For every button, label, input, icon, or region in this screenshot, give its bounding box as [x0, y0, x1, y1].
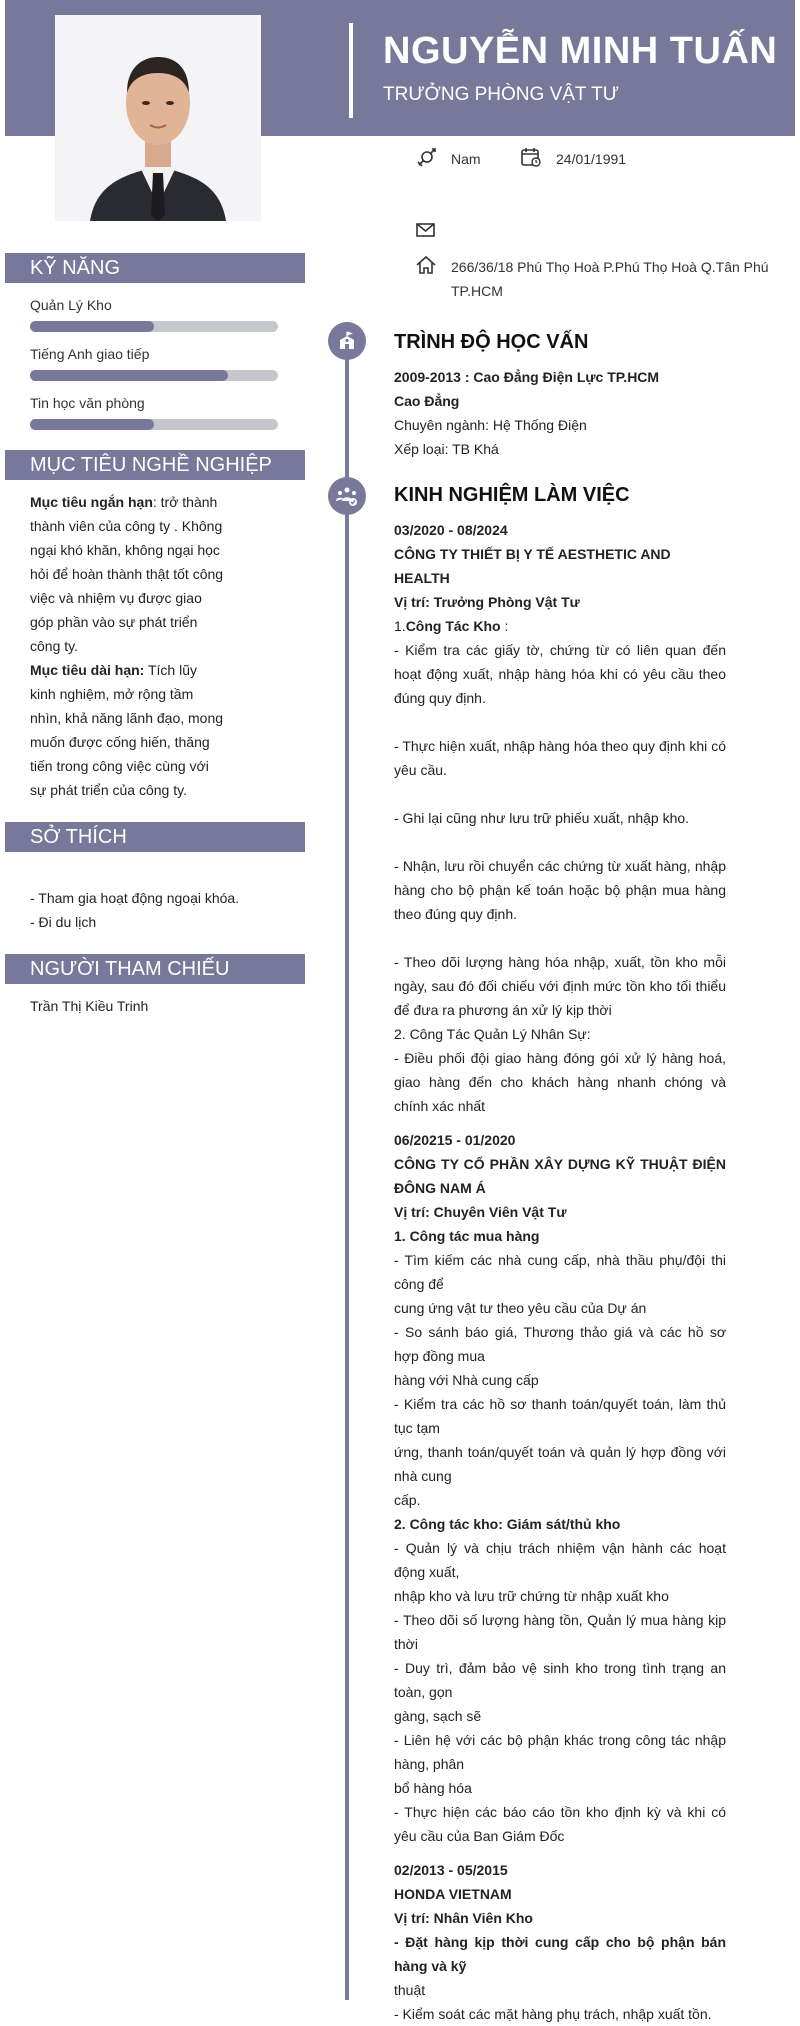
- school-icon: [328, 322, 366, 360]
- job-duty: - Theo dõi lượng hàng hóa nhập, xuất, tồn kho mỗi ngày, sau đó đối chiếu với định mức tồn kho tối thiểu để đưa ra phương án xử lý kịp thời: [394, 954, 726, 1018]
- education-period-school: 2009-2013 : Cao Đẳng Điện Lực TP.HCM: [394, 369, 660, 385]
- address-value: 266/36/18 Phú Thọ Hoà P.Phú Thọ Hoà Q.Tân Phú TP.HCM: [451, 259, 769, 299]
- job-duty: - Kiểm tra các hồ sơ thanh toán/quyết toán, làm thủ tục tạm: [394, 1396, 726, 1436]
- long-term-label: Mục tiêu dài hạn:: [30, 662, 145, 678]
- skill-item: [30, 297, 278, 332]
- skill-bar: [30, 419, 278, 430]
- reference-name: Trần Thị Kiều Trinh: [30, 998, 149, 1014]
- education-grade: Xếp loại: TB Khá: [394, 441, 499, 457]
- job-duty: gàng, sạch sẽ: [394, 1708, 482, 1724]
- job-duty: - Thực hiện các báo cáo tồn kho định kỳ và khi có yêu cầu của Ban Giám Đốc: [394, 1804, 726, 1844]
- person-name: NGUYỄN MINH TUẤN: [383, 30, 778, 72]
- job-duty: cung ứng vật tư theo yêu cầu của Dự án: [394, 1300, 647, 1316]
- skill-bar: [30, 321, 278, 332]
- job-duty: - Tìm kiếm các nhà cung cấp, nhà thầu phụ/đội thi công để: [394, 1252, 726, 1292]
- skill-item: [30, 346, 278, 381]
- job-duty: hàng với Nhà cung cấp: [394, 1372, 539, 1388]
- hobbies-heading: SỞ THÍCH: [5, 822, 305, 852]
- header-divider: [349, 23, 353, 118]
- job-period: 06/20215 - 01/2020: [394, 1132, 516, 1148]
- job-duty: - Duy trì, đảm bảo vệ sinh kho trong tình trạng an toàn, gọn: [394, 1660, 726, 1700]
- job-duty: - Kiểm tra các giấy tờ, chứng từ có liên quan đến hoạt động xuất, nhập hàng hóa khi có yêu cầu theo đúng quy định.: [394, 642, 726, 706]
- job-duty: - Quản lý và chịu trách nhiệm vận hành các hoạt động xuất,: [394, 1540, 726, 1580]
- short-term-label: Mục tiêu ngắn hạn: [30, 494, 153, 510]
- skill-bar: [30, 370, 278, 381]
- job-position: Vị trí: Nhân Viên Kho: [394, 1910, 533, 1926]
- job-task-heading: 2. Công Tác Quản Lý Nhân Sự:: [394, 1026, 591, 1042]
- job-duty: - Ghi lại cũng như lưu trữ phiếu xuất, nhập kho.: [394, 810, 690, 826]
- hobby-item: - Đi du lịch: [30, 914, 97, 930]
- gender-value: Nam: [451, 151, 481, 167]
- address-row: [415, 255, 770, 303]
- job-duty: thuật: [394, 1982, 426, 1998]
- job-period: 03/2020 - 08/2024: [394, 522, 508, 538]
- job-duty: ứng, thanh toán/quyết toán và quản lý hợp đồng với nhà cung: [394, 1444, 726, 1484]
- education-degree: Cao Đẳng: [394, 393, 460, 409]
- long-term-text: Tích lũy kinh nghiệm, mở rộng tầm nhìn, khả năng lãnh đạo, mong muốn được cống hiến, thăng tiến trong công việc cùng với sự phát triển của công ty.: [30, 662, 224, 798]
- job-task-heading: 1.Công Tác Kho :: [394, 618, 509, 634]
- job-task-heading: 1. Công tác mua hàng: [394, 1228, 540, 1244]
- job-duty: - Liên hệ với các bộ phận khác trong công tác nhập hàng, phân: [394, 1732, 726, 1772]
- job-duty: cấp.: [394, 1492, 421, 1508]
- objective-heading: MỤC TIÊU NGHỀ NGHIỆP: [5, 450, 305, 480]
- job-title: TRƯỞNG PHÒNG VẬT TƯ: [383, 84, 619, 105]
- job-duty: - Đặt hàng kịp thời cung cấp cho bộ phận bán hàng và kỹ: [394, 1934, 726, 1974]
- calendar-icon: [520, 147, 542, 167]
- email-icon: [415, 219, 437, 239]
- job-duty: - Theo dõi số lượng hàng tồn, Quản lý mua hàng kịp thời: [394, 1612, 726, 1652]
- education-details: [394, 365, 726, 461]
- job-duty: - Nhận, lưu rồi chuyển các chứng từ xuất hàng, nhập hàng cho bộ phận kế toán hoặc bộ phận mua hàng theo đúng quy định.: [394, 858, 726, 922]
- education-major: Chuyên ngành: Hệ Thống Điện: [394, 417, 587, 433]
- job-duty: nhập kho và lưu trữ chứng từ nhập xuất kho: [394, 1588, 669, 1604]
- experience-details: [394, 518, 726, 2026]
- gender-icon: [415, 147, 437, 167]
- hobbies-list: [30, 886, 270, 934]
- hobby-item: - Tham gia hoạt động ngoại khóa.: [30, 890, 240, 906]
- skill-name: Tiếng Anh giao tiếp: [30, 346, 150, 362]
- experience-heading: KINH NGHIỆM LÀM VIỆC: [394, 484, 630, 506]
- email-row: [415, 219, 451, 239]
- birthdate-row: [520, 147, 626, 171]
- short-term-text: : trở thành thành viên của công ty . Không ngại khó khăn, không ngại học hỏi để hoàn thành thật tốt công việc và nhiệm vụ được giao góp phần vào sự phát triển công ty.: [30, 494, 224, 654]
- birthdate-value: 24/01/1991: [556, 151, 627, 167]
- skills-heading: KỸ NĂNG: [5, 253, 305, 283]
- job-duty: bổ hàng hóa: [394, 1780, 472, 1796]
- job-duty: - Thực hiện xuất, nhập hàng hóa theo quy định khi có yêu cầu.: [394, 738, 726, 778]
- job-company: HONDA VIETNAM: [394, 1886, 512, 1902]
- profile-photo: [55, 15, 261, 221]
- team-experience-icon: [328, 477, 366, 515]
- job-company: CÔNG TY THIẾT BỊ Y TẾ AESTHETIC AND HEALTH: [394, 546, 671, 586]
- job-period: 02/2013 - 05/2015: [394, 1862, 508, 1878]
- job-position: Vị trí: Chuyên Viên Vật Tư: [394, 1204, 567, 1220]
- job-company: CÔNG TY CỔ PHẦN XÂY DỰNG KỸ THUẬT ĐIỆN ĐÔNG NAM Á: [394, 1156, 726, 1196]
- job-position: Vị trí: Trưởng Phòng Vật Tư: [394, 594, 580, 610]
- skill-name: Tin học văn phòng: [30, 395, 145, 411]
- education-heading: TRÌNH ĐỘ HỌC VẤN: [394, 331, 589, 353]
- skill-name: Quản Lý Kho: [30, 297, 112, 313]
- job-duty: - Điều phối đội giao hàng đóng gói xử lý hàng hoá, giao hàng đến cho khách hàng nhanh chóng và chính xác nhất: [394, 1050, 726, 1114]
- job-duty: - So sánh báo giá, Thương thảo giá và các hồ sơ hợp đồng mua: [394, 1324, 726, 1364]
- gender-row: [415, 147, 481, 171]
- timeline-line: [345, 322, 349, 2000]
- skill-item: [30, 395, 278, 430]
- home-icon: [415, 255, 437, 275]
- job-duty: - Kiểm soát các mặt hàng phụ trách, nhập xuất tồn.: [394, 2006, 712, 2022]
- job-task-heading: 2. Công tác kho: Giám sát/thủ kho: [394, 1516, 621, 1532]
- references-heading: NGƯỜI THAM CHIẾU: [5, 954, 305, 984]
- objective-text: [30, 490, 225, 802]
